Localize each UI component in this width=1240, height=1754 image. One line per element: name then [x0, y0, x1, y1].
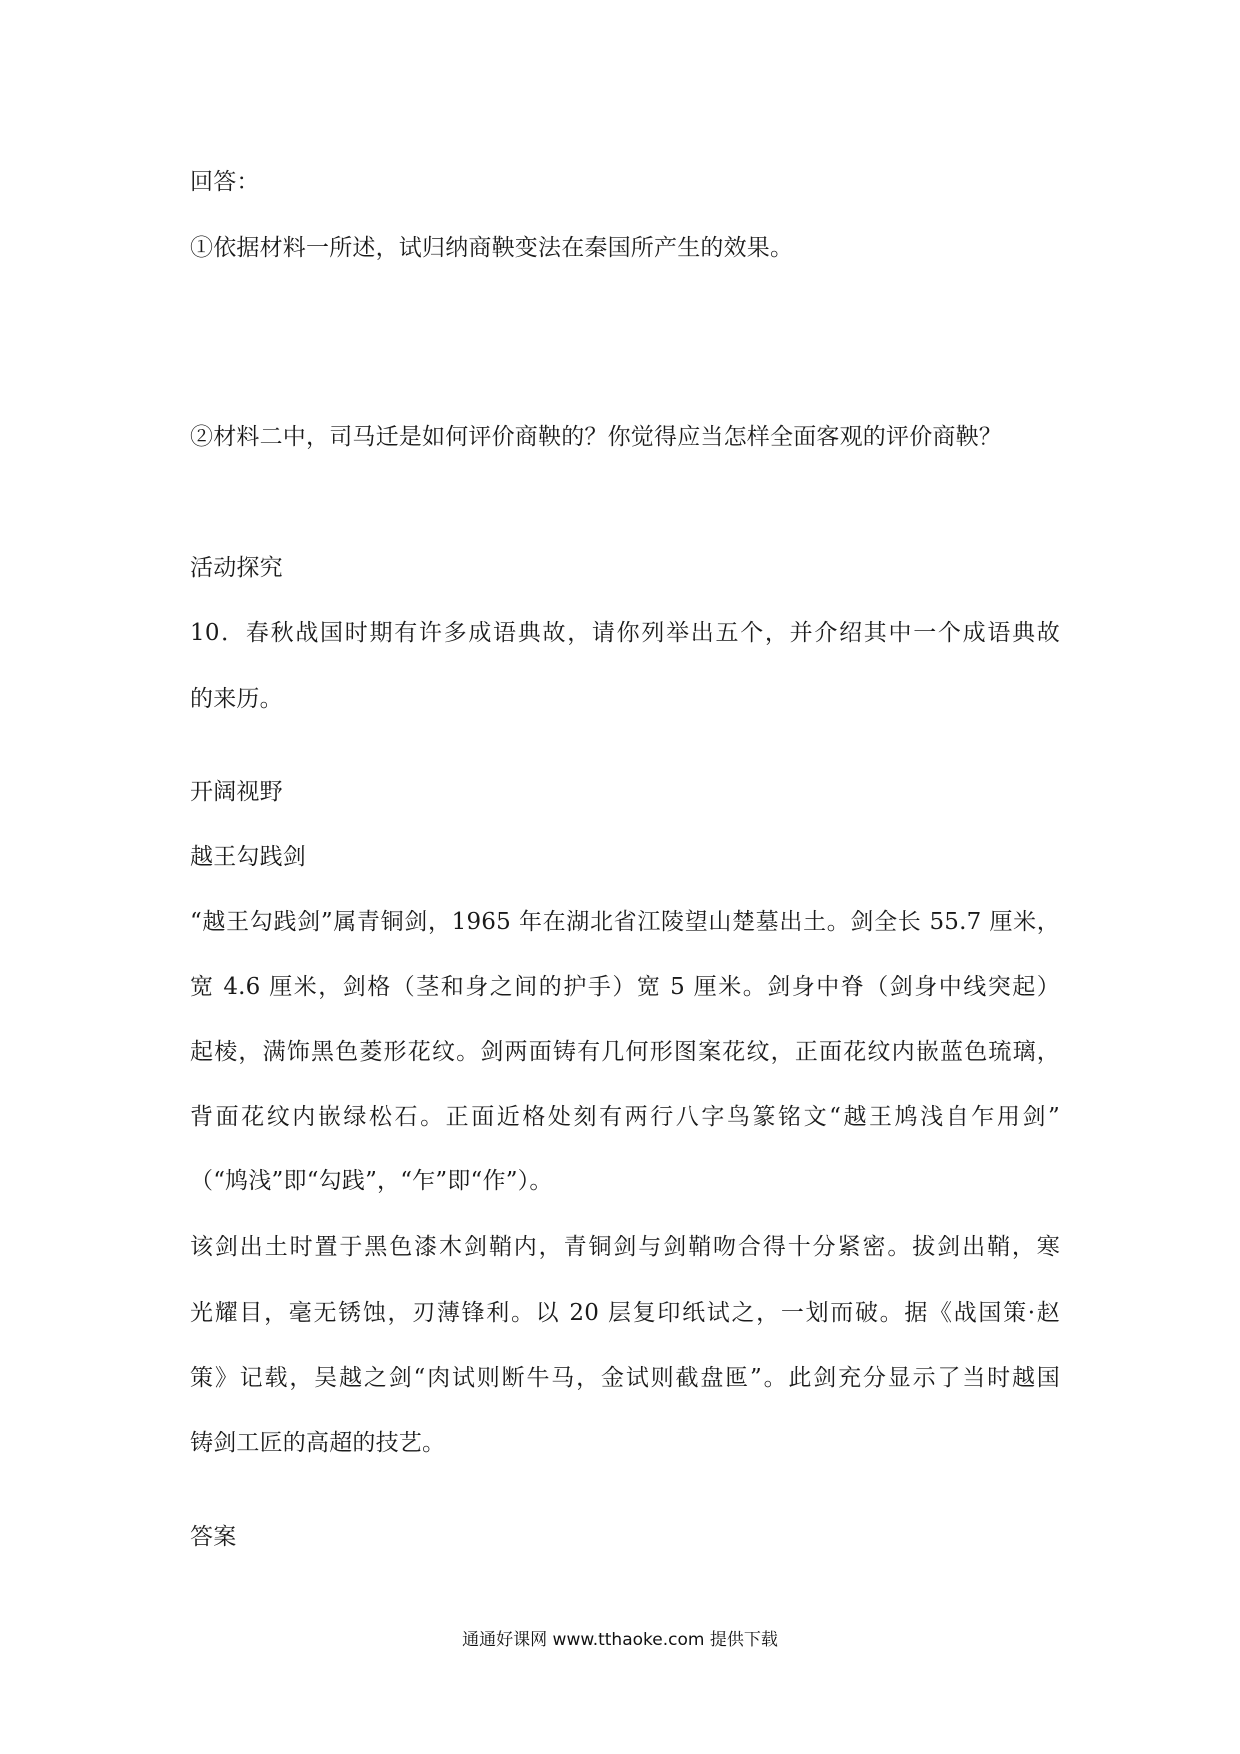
section-heading-horizon: 开阔视野: [190, 779, 283, 805]
question-1: ①依据材料一所述，试归纳商鞅变法在秦国所产生的效果。: [190, 235, 794, 261]
article-paragraph-1-line-4: 背面花纹内嵌绿松石。正面近格处刻有两行八字鸟篆铭文“越王鸠浅自乍用剑”: [190, 1104, 1060, 1130]
article-title: 越王勾践剑: [190, 844, 306, 870]
section-heading-activity: 活动探究: [190, 555, 283, 581]
question-2: ②材料二中，司马迁是如何评价商鞅的？你觉得应当怎样全面客观的评价商鞅？: [190, 424, 1002, 450]
article-paragraph-1-line-5: （“鸠浅”即“勾践”，“乍”即“作”）。: [190, 1168, 553, 1194]
article-paragraph-2-line-2: 光耀目，毫无锈蚀，刃薄锋利。以 20 层复印纸试之，一划而破。据《战国策·赵: [190, 1300, 1060, 1326]
article-paragraph-1-line-2: 宽 4.6 厘米，剑格（茎和身之间的护手）宽 5 厘米。剑身中脊（剑身中线突起）: [190, 974, 1060, 1000]
question-10-line-2: 的来历。: [190, 686, 283, 712]
question-10-line-1: 10．春秋战国时期有许多成语典故，请你列举出五个，并介绍其中一个成语典故: [190, 620, 1060, 646]
article-paragraph-2-line-4: 铸剑工匠的高超的技艺。: [190, 1430, 446, 1456]
article-paragraph-1-line-3: 起棱，满饰黑色菱形花纹。剑两面铸有几何形图案花纹，正面花纹内嵌蓝色琉璃，: [190, 1039, 1060, 1065]
article-paragraph-2-line-3: 策》记载，吴越之剑“肉试则断牛马，金试则截盘匜”。此剑充分显示了当时越国: [190, 1365, 1060, 1391]
footer-credit: 通通好课网 www.tthaoke.com 提供下载: [462, 1630, 778, 1650]
answer-prompt: 回答：: [190, 169, 260, 195]
article-paragraph-1-line-1: “越王勾践剑”属青铜剑，1965 年在湖北省江陵望山楚墓出土。剑全长 55.7 厘米，: [190, 909, 1060, 935]
answer-heading: 答案: [190, 1524, 237, 1550]
article-paragraph-2-line-1: 该剑出土时置于黑色漆木剑鞘内，青铜剑与剑鞘吻合得十分紧密。拔剑出鞘，寒: [190, 1234, 1060, 1260]
